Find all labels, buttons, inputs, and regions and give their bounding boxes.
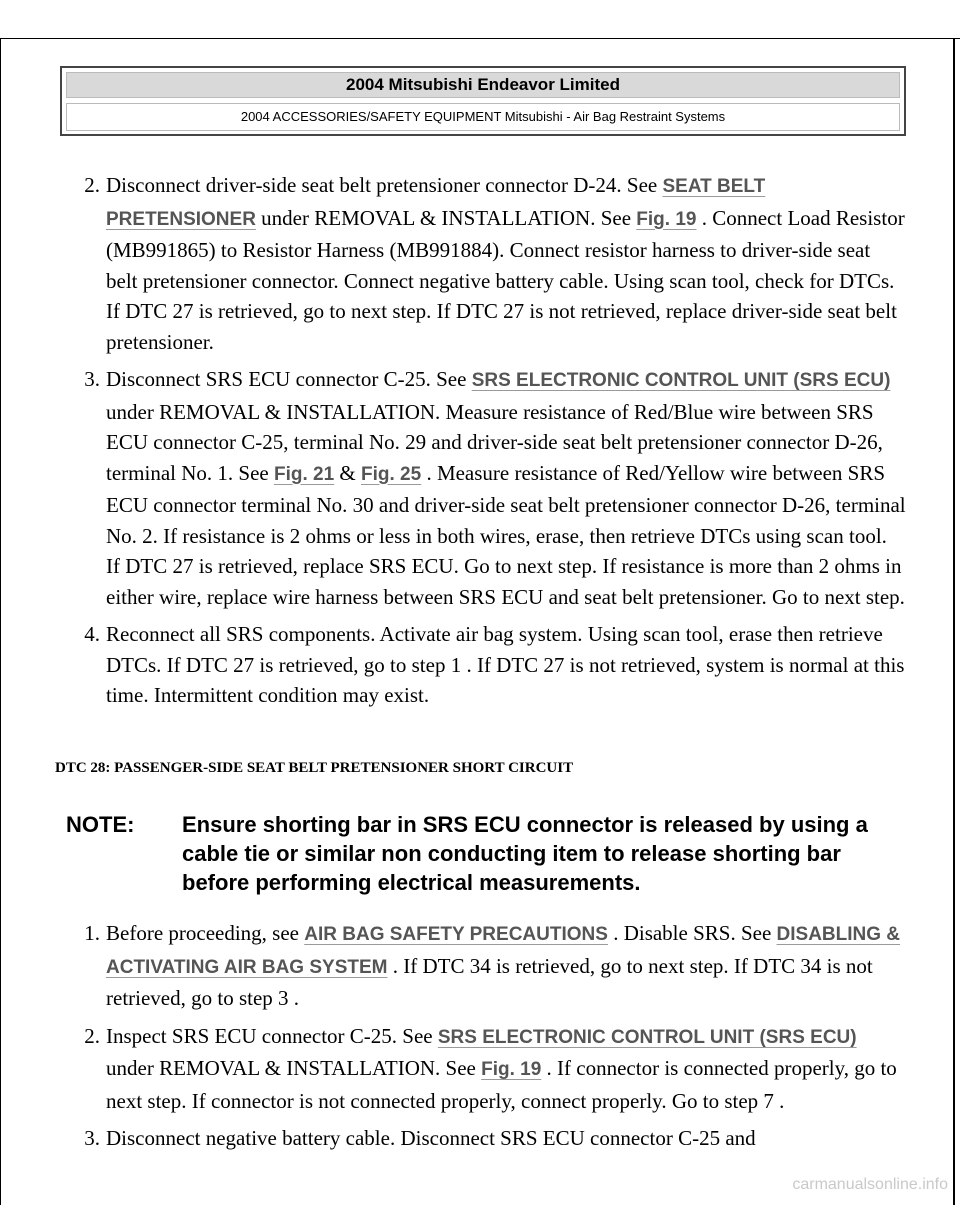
step-text — [106, 1021, 906, 1117]
step-text-run: Inspect SRS ECU connector C-25. See — [106, 1023, 438, 1048]
step-text-run: Reconnect all SRS components. Activate air bag system. Using scan tool, erase then retrieve DTCs. If DTC 27 is retrieved, go to step 1 . If DTC 27 is not retrieved, system is normal at this time. Intermittent condition may exist. — [106, 622, 905, 707]
step-item — [0, 1021, 960, 1117]
fig-19-link[interactable]: Fig. 19 — [481, 1059, 542, 1080]
step-text — [106, 1123, 906, 1154]
section-subtitle: 2004 ACCESSORIES/SAFETY EQUIPMENT Mitsubishi - Air Bag Restraint Systems — [66, 103, 900, 131]
step-number: 2. — [84, 1023, 100, 1048]
disabling-activating-air-bag-link[interactable]: DISABLING & ACTIVATING AIR BAG SYSTEM — [106, 924, 901, 978]
step-item — [0, 619, 960, 711]
air-bag-safety-precautions-link[interactable]: AIR BAG SAFETY PRECAUTIONS — [304, 924, 608, 945]
fig-19-link[interactable]: Fig. 19 — [636, 208, 697, 230]
note-label: NOTE: — [66, 812, 135, 837]
step-text — [106, 364, 906, 612]
watermark-text: carmanualsonline.info — [792, 1176, 948, 1193]
step-text-run: under REMOVAL & INSTALLATION. Measure resistance of Red/Blue wire between SRS ECU connector C-25, terminal No. 29 and driver-side seat belt pretensioner connector D-26, terminal No. 1. See — [106, 399, 883, 485]
step-item — [0, 364, 960, 612]
step-text-run: . If connector is connected properly, go to next step. If connector is not connected properly, connect properly. Go to step 7 . — [106, 1056, 897, 1113]
step-text-run: under REMOVAL & INSTALLATION. See — [255, 205, 637, 230]
document-header — [60, 66, 906, 136]
step-text-run: Disconnect driver-side seat belt pretensioner connector D-24. See — [106, 173, 663, 197]
srs-ecu-link[interactable]: SRS ELECTRONIC CONTROL UNIT (SRS ECU) — [471, 370, 891, 391]
step-text — [106, 170, 906, 357]
step-text-run: . If DTC 34 is retrieved, go to next step. If DTC 34 is not retrieved, go to step 3 . — [106, 953, 873, 1010]
step-text-run: Before proceeding, see — [106, 921, 305, 945]
step-text-run: & — [334, 460, 361, 485]
step-number: 4. — [84, 622, 100, 646]
note-box — [66, 810, 926, 897]
step-item — [0, 918, 960, 1014]
page-frame-top — [0, 38, 960, 39]
step-text-run: under REMOVAL & INSTALLATION. See — [106, 1056, 482, 1080]
seat-belt-pretensioner-link[interactable]: SEAT BELT PRETENSIONER — [106, 176, 766, 230]
step-number: 3. — [84, 1126, 100, 1150]
step-item — [0, 1123, 960, 1154]
fig-21-link[interactable]: Fig. 21 — [273, 463, 335, 485]
step-text-run: Disconnect SRS ECU connector C-25. See — [106, 367, 472, 391]
step-text-run: . Connect Load Resistor (MB991865) to Resistor Harness (MB991884). Connect resistor harness to driver-side seat belt pretensioner connector. Connect negative battery cable. Using scan tool, check for DTCs. If DTC 27 is retrieved, go to next step. If DTC 27 is not retrieved, replace driver-side seat belt pretensioner. — [106, 205, 905, 354]
step-number: 3. — [84, 367, 100, 391]
vehicle-title: 2004 Mitsubishi Endeavor Limited — [66, 72, 900, 98]
step-text-run: . Disable SRS. See — [607, 921, 777, 945]
step-text — [106, 918, 906, 1014]
note-text: Ensure shorting bar in SRS ECU connector is released by using a cable tie or similar non conducting item to release shorting bar before performing electrical measurements. — [182, 812, 868, 895]
step-text-run: Disconnect negative battery cable. Disconnect SRS ECU connector C-25 and — [106, 1126, 756, 1150]
step-item — [0, 170, 960, 357]
step-text — [106, 619, 906, 711]
step-list-dtc27 — [0, 170, 960, 711]
step-text-run: . Measure resistance of Red/Yellow wire between SRS ECU connector terminal No. 30 and driver-side seat belt pretensioner connector D-26, terminal No. 2. If resistance is 2 ohms or less in both wires, erase, then retrieve DTCs using scan tool. If DTC 27 is retrieved, replace SRS ECU. Go to next step. If resistance is more than 2 ohms in either wire, replace wire harness between SRS ECU and seat belt pretensioner. Go to next step. — [106, 460, 906, 609]
dtc-28-heading: DTC 28: PASSENGER-SIDE SEAT BELT PRETENSIONER SHORT CIRCUIT — [55, 760, 574, 776]
step-number: 2. — [84, 173, 100, 197]
fig-25-link[interactable]: Fig. 25 — [361, 463, 422, 485]
step-list-dtc28 — [0, 918, 960, 1154]
srs-ecu-link[interactable]: SRS ELECTRONIC CONTROL UNIT (SRS ECU) — [437, 1026, 857, 1048]
step-number: 1. — [84, 921, 100, 945]
